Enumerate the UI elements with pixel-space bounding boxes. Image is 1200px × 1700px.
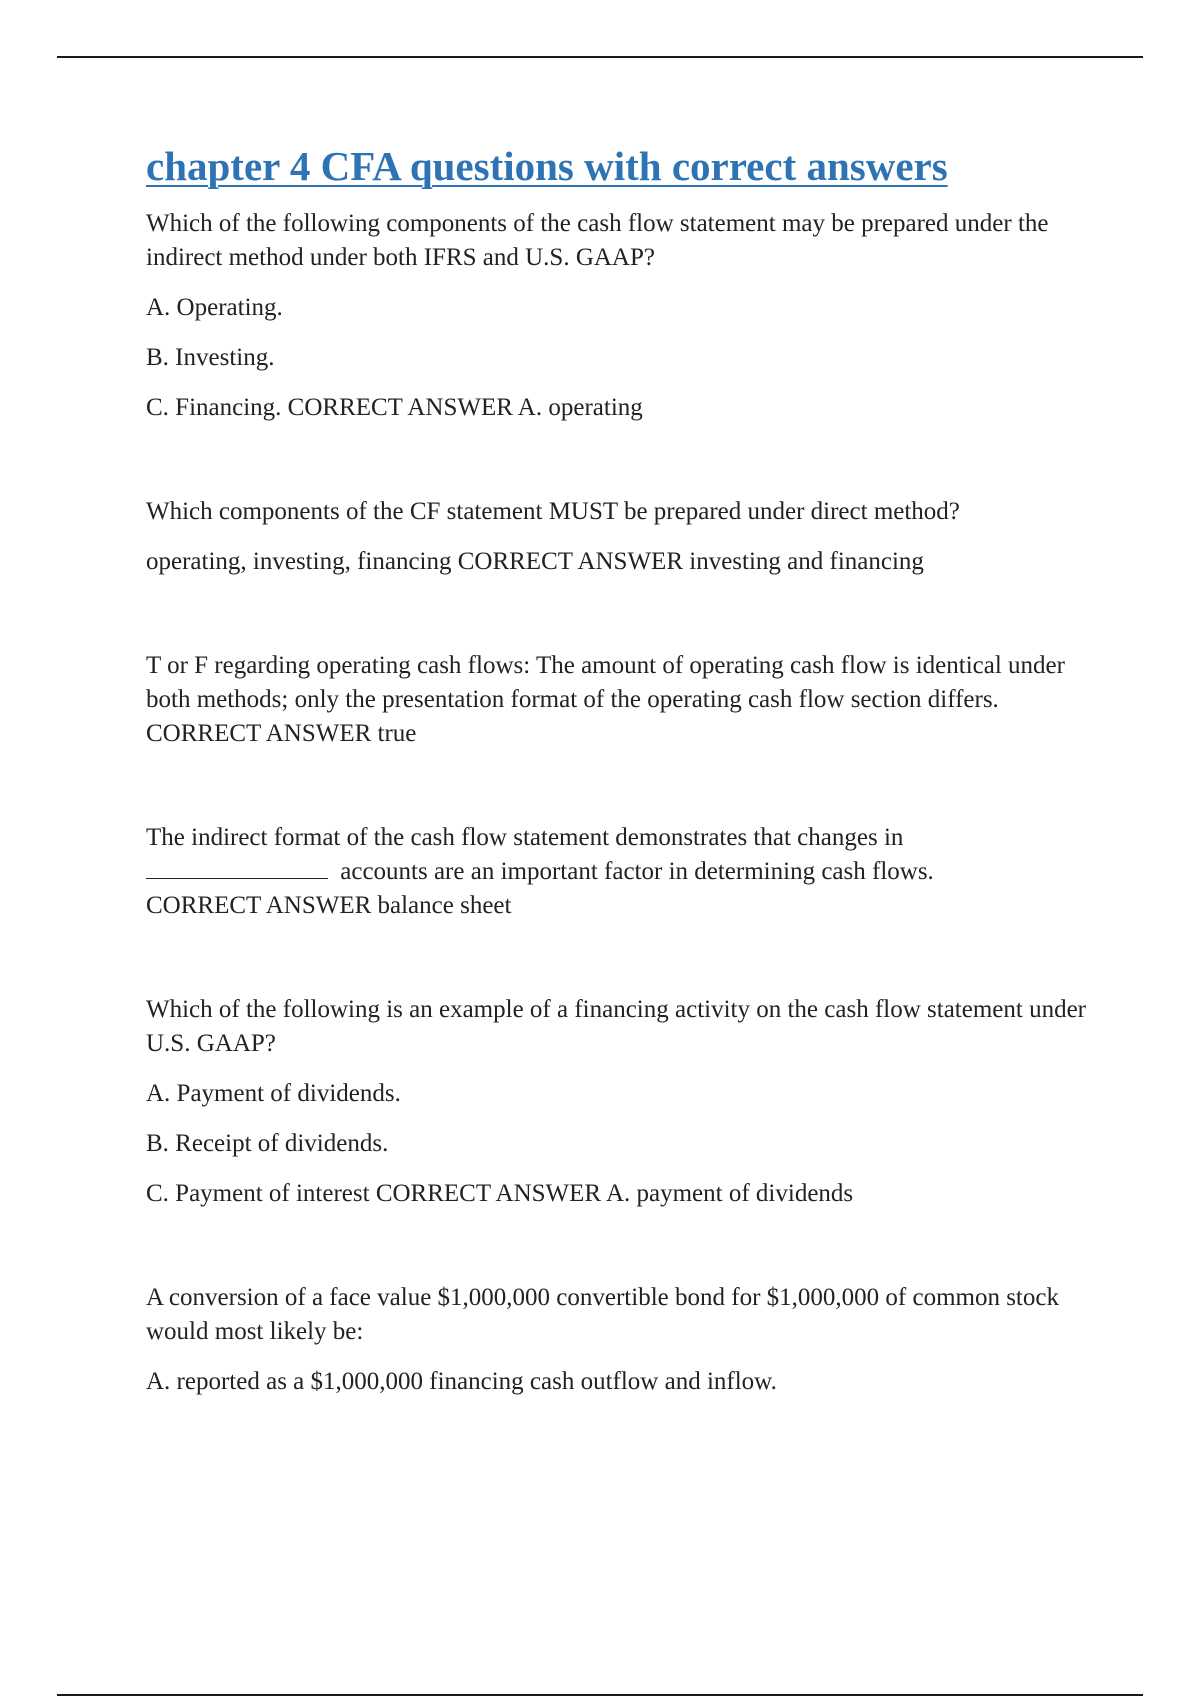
spacer <box>146 939 1091 993</box>
top-rule <box>57 56 1143 58</box>
question-5-option-c: C. Payment of interest CORRECT ANSWER A. payment of dividends <box>146 1180 854 1208</box>
question-1 <box>146 207 1091 425</box>
question-2-answer: operating, investing, financing CORRECT ANSWER investing and financing <box>146 548 924 576</box>
document-title[interactable]: chapter 4 CFA questions with correct answers <box>146 143 948 189</box>
question-4 <box>146 821 1091 923</box>
question-6-option-a: A. reported as a $1,000,000 financing cash outflow and inflow. <box>146 1368 777 1396</box>
question-5 <box>146 993 1091 1211</box>
spacer <box>146 441 1091 495</box>
spacer <box>146 595 1091 649</box>
question-4-answer: CORRECT ANSWER balance sheet <box>146 892 512 920</box>
question-6 <box>146 1281 1091 1399</box>
fill-in-blank <box>146 856 328 879</box>
question-1-option-b: B. Investing. <box>146 344 275 372</box>
question-5-option-b: B. Receipt of dividends. <box>146 1130 389 1158</box>
document-body <box>146 142 1091 1415</box>
question-4-start: The indirect format of the cash flow statement demonstrates that changes in <box>146 824 904 852</box>
question-1-text: Which of the following components of the cash flow statement may be prepared under the indirect method under both IFRS and U.S. GAAP? <box>146 210 1049 272</box>
question-2 <box>146 495 1091 579</box>
question-4-text <box>146 821 1091 923</box>
question-4-end: accounts are an important factor in determining cash flows. <box>340 858 934 886</box>
question-1-option-c: C. Financing. CORRECT ANSWER A. operating <box>146 394 643 422</box>
question-2-text: Which components of the CF statement MUST be prepared under direct method? <box>146 498 960 526</box>
question-3-text: T or F regarding operating cash flows: The amount of operating cash flow is identical under both methods; only the presentation format of the operating cash flow section differs. CORRECT ANSWER true <box>146 652 1065 748</box>
spacer <box>146 1227 1091 1281</box>
question-6-text: A conversion of a face value $1,000,000 convertible bond for $1,000,000 of common stock would most likely be: <box>146 1284 1059 1346</box>
question-5-option-a: A. Payment of dividends. <box>146 1080 401 1108</box>
question-5-text: Which of the following is an example of a financing activity on the cash flow statement under U.S. GAAP? <box>146 996 1086 1058</box>
bottom-rule <box>57 1694 1143 1696</box>
question-3 <box>146 649 1091 751</box>
spacer <box>146 767 1091 821</box>
question-1-option-a: A. Operating. <box>146 294 283 322</box>
